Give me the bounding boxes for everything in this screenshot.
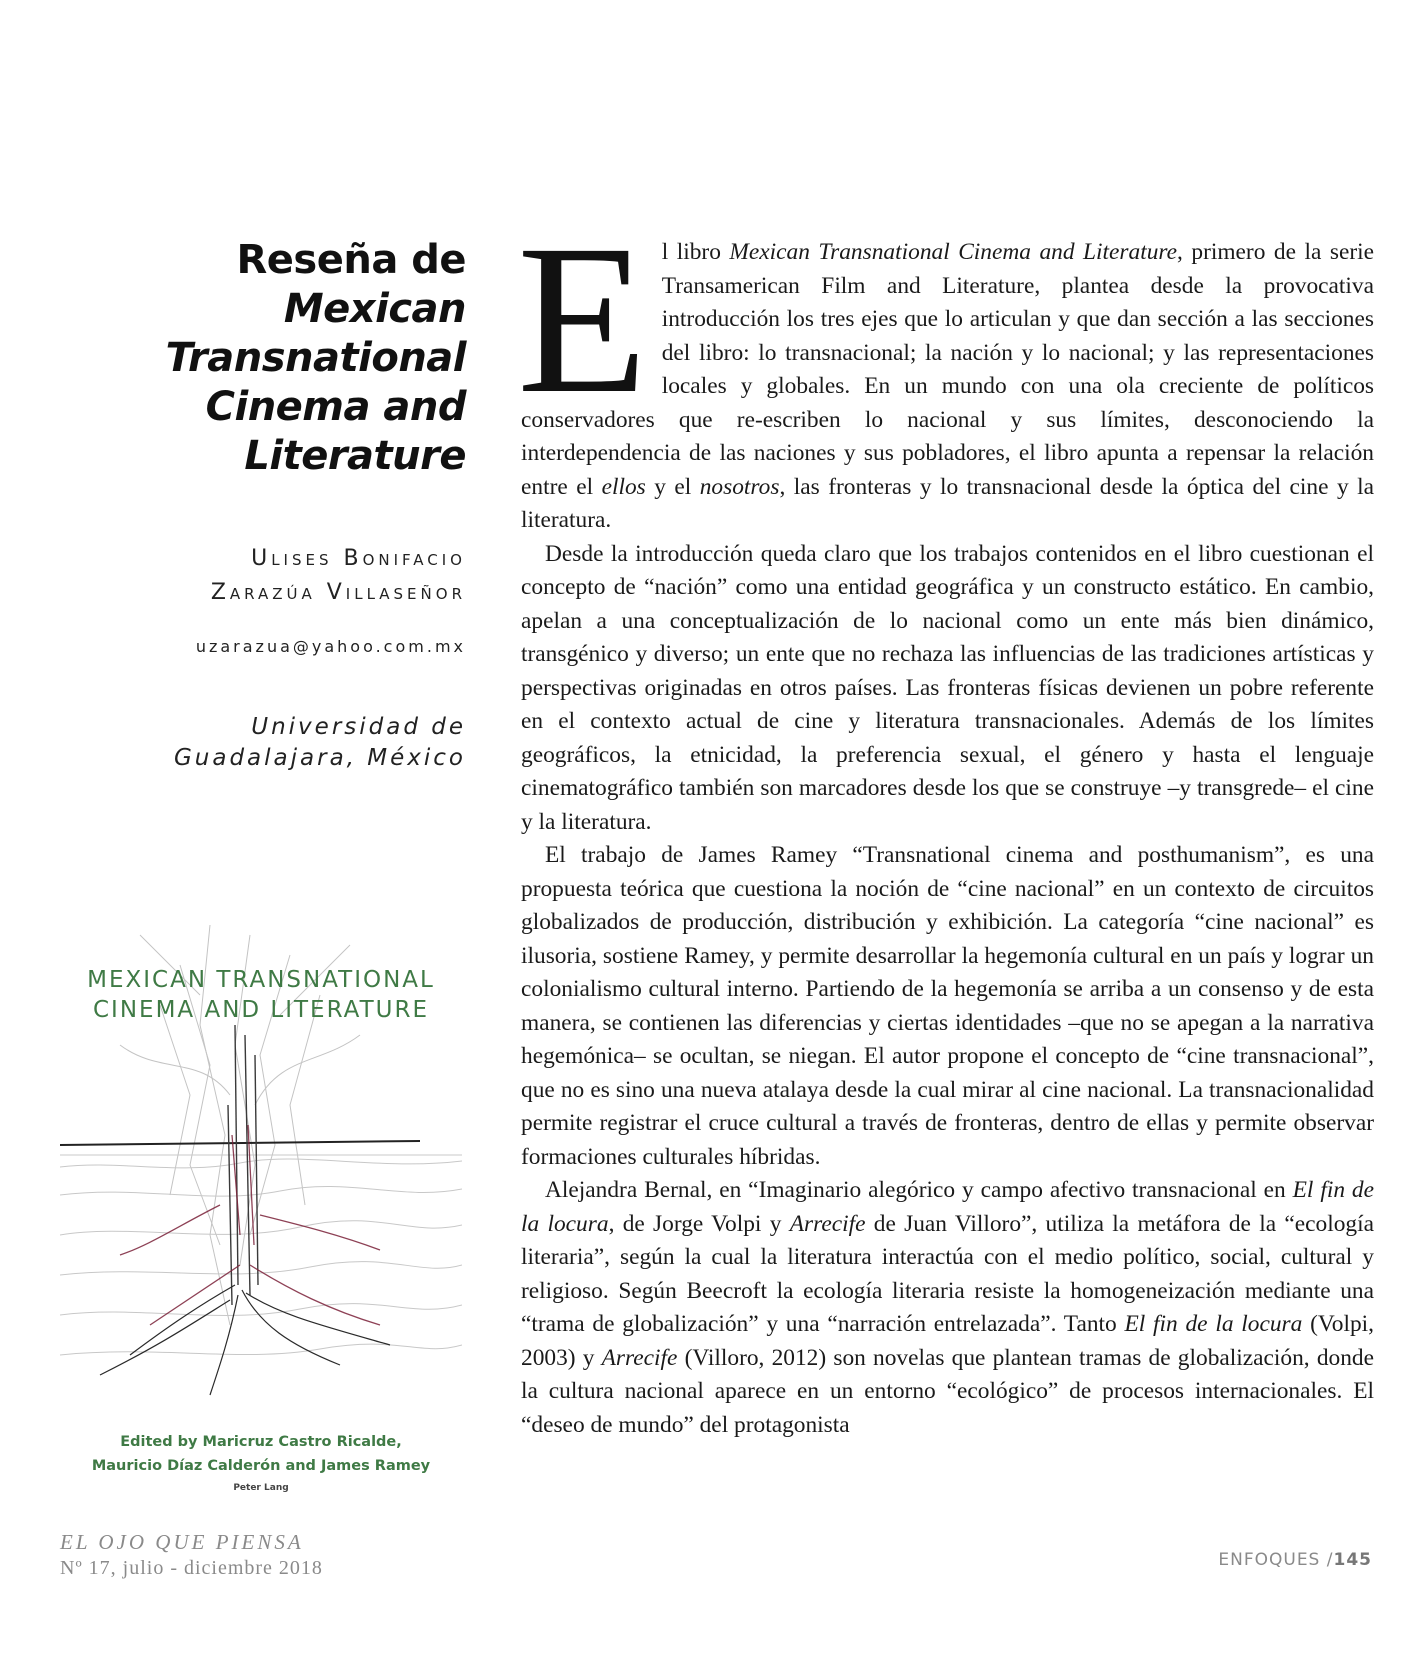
book-title: El fin de la locura xyxy=(1124,1311,1303,1337)
paragraph xyxy=(521,1174,1374,1442)
title-italic-line: Cinema and xyxy=(205,384,466,430)
cover-publisher: Peter Lang xyxy=(233,1483,289,1493)
drop-cap: E xyxy=(517,201,648,438)
affiliation-line: Universidad de xyxy=(251,714,466,740)
text-run: l libro xyxy=(661,239,730,265)
paragraph: El trabajo de James Ramey “Transnational cinema and posthumanism”, es una propuesta teórica que cuestiona la noción de “cine nacional” en un contexto de circuitos globalizados de producción, distribución y exhibición. La categoría “cine nacional” es ilusoria, sostiene Ramey, y permite desarrollar la hegemonía cultural en un país y lograr un colonialismo cultural interno. Partiendo de la hegemonía se arriba a un consenso y de esta manera, se contienen las diferencias y ciertas identidades –que no se apegan a la narrativa hegemónica– se ocultan, se niegan. El autor propone el concepto de “cine transnacional”, que no es sino una nueva atalaya desde la cual mirar al cine nacional. La transnacionalidad permite registrar el cruce cultural a través de fronteras, dentro de ellas y permite observar formaciones culturales híbridas. xyxy=(521,842,1374,1170)
title-italic-line: Mexican xyxy=(283,286,466,332)
section-page-label xyxy=(1218,1550,1372,1570)
journal-name: EL OJO QUE PIENSA xyxy=(60,1530,304,1554)
page-number: 145 xyxy=(1333,1550,1372,1570)
cover-title-line: CINEMA AND LITERATURE xyxy=(92,997,429,1023)
text-run: , primero de la serie Transamerican Film and Literature, plantea desde la provocativa introducción los tres ejes que lo articulan y que dan sección a las secciones del libro: lo transnacional; la nación y lo nacional; y las representaciones locales y globales. En un mundo con una ola creciente de políticos conservadores que re-escriben lo nacional y sus límites, desconociendo la interdependencia de las naciones y sus pobladores, el libro apunta a repensar la relación entre el xyxy=(521,239,1375,500)
text-run: de Juan Villoro”, utiliza la metáfora de la “ecología literaria”, según la cual la literatura interactúa con el medio político, social, cultural y religioso. Según Beecroft la ecología literaria resiste la homogeneización mediante una “trama de globalización” y una “narración entrelazada”. Tanto xyxy=(521,1210,1374,1337)
book-title: Mexican Transnational Cinema and Literature xyxy=(729,239,1178,265)
book-cover-image xyxy=(60,905,462,1495)
text-run: Alejandra Bernal, en “Imaginario alegórico y campo afectivo transnacional en xyxy=(545,1177,1293,1203)
author-line: Zarazúa Villaseñor xyxy=(210,580,466,605)
cover-title xyxy=(60,965,462,1025)
text-run: , de Jorge Volpi y xyxy=(608,1210,790,1237)
cover-editors xyxy=(60,1430,462,1478)
affiliation-line: Guadalajara, México xyxy=(173,745,466,771)
author-email[interactable]: uzarazua@yahoo.com.mx xyxy=(195,637,466,656)
text-run: (Volpi, 2003) y xyxy=(521,1311,1374,1371)
cover-title-line: MEXICAN TRANSNATIONAL xyxy=(87,967,435,993)
book-title: El fin de la locura xyxy=(521,1177,1374,1237)
section-name: ENFOQUES xyxy=(1218,1550,1321,1570)
paragraph xyxy=(517,201,1375,538)
emphasis: nosotros xyxy=(699,473,780,500)
text-run: , las fronteras y lo transnacional desde la óptica del cine y la literatura. xyxy=(521,473,1374,533)
review-body xyxy=(517,201,1375,1442)
horizon-line xyxy=(60,1141,420,1145)
emphasis: ellos xyxy=(601,473,646,500)
title-italic-line: Literature xyxy=(244,433,466,479)
journal-issue: Nº 17, julio - diciembre 2018 xyxy=(60,1557,323,1579)
paragraph: Desde la introducción queda claro que los trabajos contenidos en el libro cuestionan el concepto de “nación” como una entidad geográfica y un constructo estático. En cambio, apelan a una conceptualización de lo nacional como un ente más bien dinámico, transgénico y diverso; un ente que no rechaza las influencias de las tradiciones artísticas y perspectivas originadas en otros países. Las fronteras físicas devienen un pobre referente en el contexto actual de cine y literatura transnacionales. Además de los límites geográficos, la etnicidad, la preferencia sexual, el género y hasta el lenguaje cinematográfico también son marcadores desde los que se construye –y transgrede– el cine y la literatura. xyxy=(521,540,1374,835)
author-affiliation xyxy=(36,712,466,774)
author-name xyxy=(36,542,466,610)
journal-footer xyxy=(60,1530,323,1580)
cover-editor-line: Edited by Maricruz Castro Ricalde, xyxy=(120,1434,402,1450)
section-separator: / xyxy=(1320,1550,1334,1570)
cover-editor-line: Mauricio Díaz Calderón and James Ramey xyxy=(91,1458,431,1474)
book-title: Arrecife xyxy=(789,1210,866,1237)
title-italic-line: Transnational xyxy=(165,335,466,381)
review-title xyxy=(46,236,466,481)
text-run: (Villoro, 2012) son novelas que plantean tramas de globalización, donde la cultura nacional aparece en un entorno “ecológico” de procesos internacionales. El “deseo de mundo” del protagonista xyxy=(521,1344,1374,1438)
title-line: Reseña de xyxy=(236,237,466,283)
author-line: Ulises Bonifacio xyxy=(251,546,466,571)
book-title: Arrecife xyxy=(601,1344,678,1371)
text-run: y el xyxy=(645,473,700,500)
